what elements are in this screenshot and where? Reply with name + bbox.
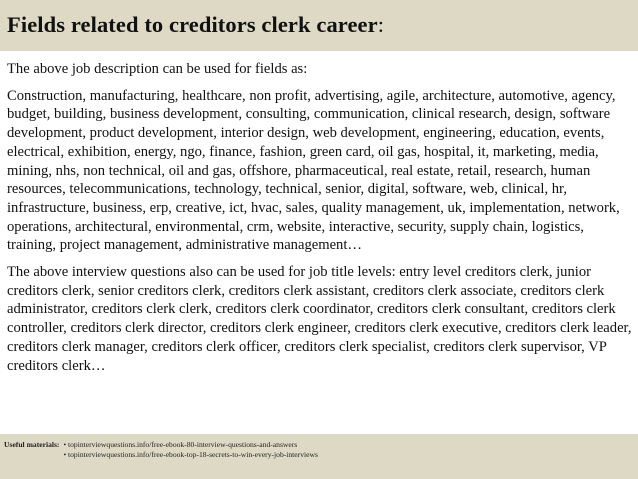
fields-paragraph: Construction, manufacturing, healthcare, non profit, advertising, agile, architecture, automotive, agency, budget, building, business development, consulting, communication, clinical research, design, software development, product development, interior design, web development, engineering, education, events, electrical, exhibition, energy, ngo, finance, fashion, green card, oil gas, hospital, it, marketing, media, mining, nhs, non technical, oil and gas, offshore, pharmaceutical, real estate, retail, research, human resources, telecommunications, technology, technical, senior, digital, software, web, clinical, hr, infrastructure, business, erp, creative, ict, hvac, sales, quality management, uk, implementation, network, operations, architectural, environmental, crm, website, interactive, security, supply chain, logistics, training, project management, administrative management…	[7, 87, 620, 254]
job-titles-paragraph: The above interview questions also can be used for job title levels: entry level creditors clerk, junior creditors clerk, senior creditors clerk, creditors clerk assistant, creditors clerk associate, creditors clerk administrator, creditors clerk clerk, creditors clerk coordinator, creditors clerk consultant, creditors clerk controller, creditors clerk director, creditors clerk engineer, creditors clerk executive, creditors clerk leader, creditors clerk manager, creditors clerk officer, creditors clerk specialist, creditors clerk supervisor, VP creditors clerk…	[7, 264, 632, 374]
title-bar	[0, 0, 638, 51]
page-title-colon: :	[377, 12, 385, 37]
footer-bar	[0, 434, 638, 479]
useful-materials	[4, 440, 318, 460]
useful-materials-label: Useful materials:	[4, 440, 60, 449]
footer-link-18-secrets[interactable]: • topinterviewquestions.info/free-ebook-top-18-secrets-to-win-every-job-interviews	[63, 450, 318, 459]
page-title	[7, 12, 384, 38]
page-title-text: Fields related to creditors clerk career	[7, 12, 378, 37]
useful-materials-links	[63, 440, 317, 460]
footer-link-80-questions[interactable]: • topinterviewquestions.info/free-ebook-80-interview-questions-and-answers	[63, 440, 298, 449]
intro-paragraph: The above job description can be used for fields as:	[7, 61, 308, 77]
main-content	[7, 60, 633, 383]
